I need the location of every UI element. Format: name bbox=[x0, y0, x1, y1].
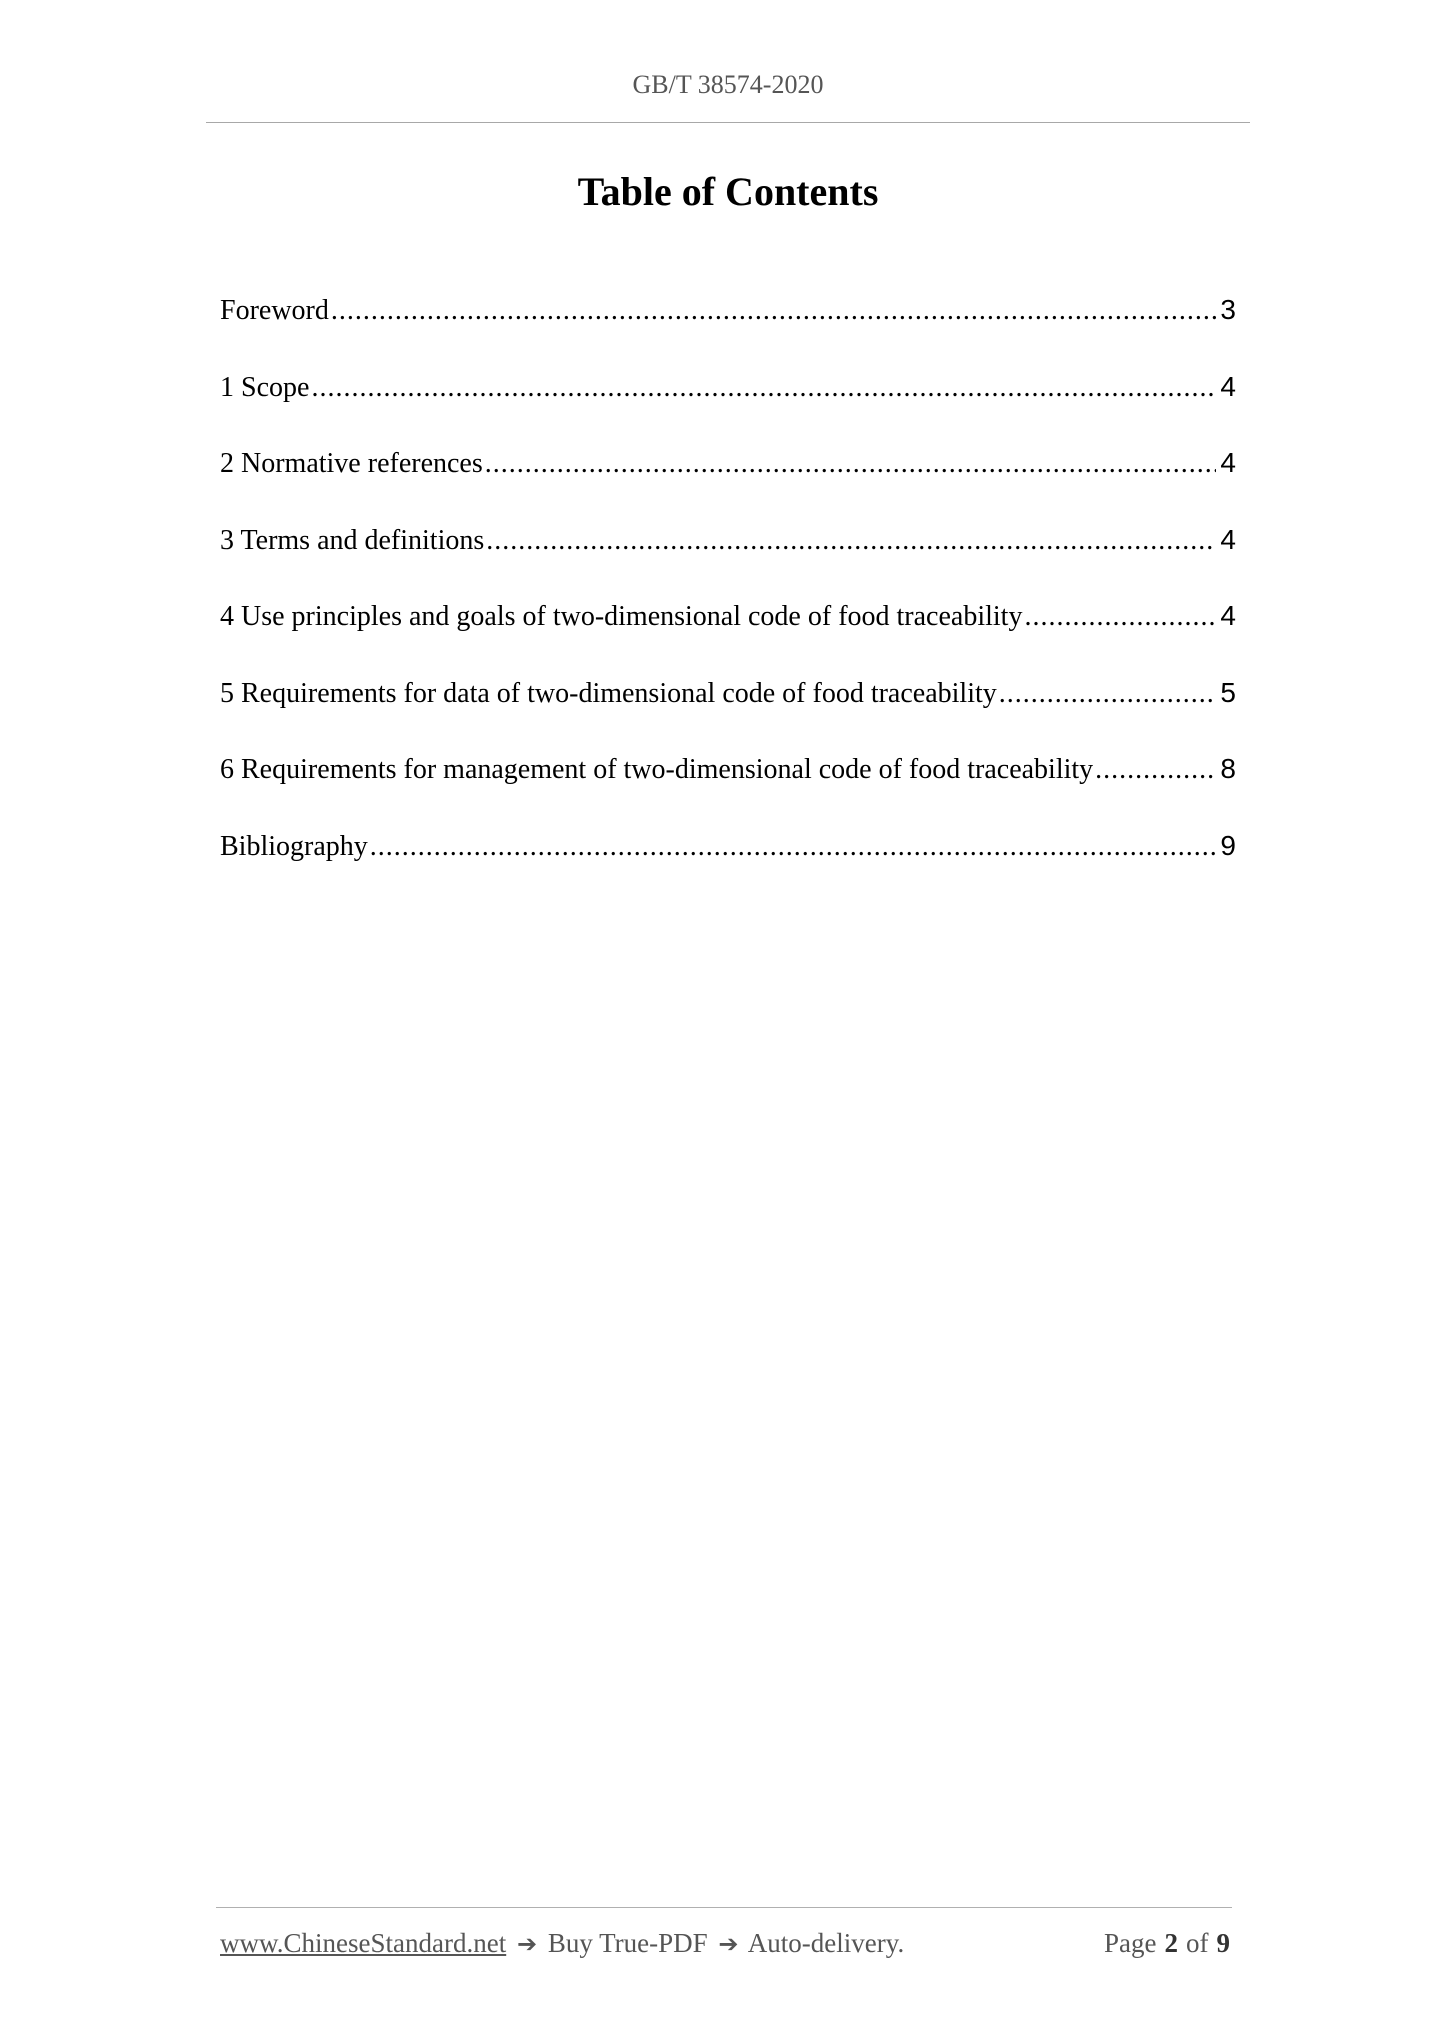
toc-entry-foreword[interactable] bbox=[220, 288, 1236, 365]
toc-leader-dots bbox=[999, 672, 1217, 716]
page-indicator bbox=[1104, 1928, 1230, 1959]
page-word: Page bbox=[1104, 1928, 1157, 1958]
footer-step-delivery: Auto-delivery. bbox=[747, 1928, 905, 1958]
toc-leader-dots bbox=[311, 366, 1216, 410]
toc-leader-dots bbox=[486, 519, 1216, 563]
footer-step-buy: Buy True-PDF bbox=[547, 1928, 708, 1958]
toc-entry-normative-references[interactable] bbox=[220, 441, 1236, 518]
toc-leader-dots bbox=[1024, 595, 1216, 639]
toc-page-number: 4 bbox=[1220, 600, 1236, 631]
toc-entry-label: 6 Requirements for management of two-dimensional code of food traceability bbox=[220, 754, 1094, 785]
website-link[interactable]: www.ChineseStandard.net bbox=[220, 1928, 507, 1958]
toc-page-number: 3 bbox=[1220, 294, 1236, 325]
footer-promo bbox=[220, 1928, 904, 1959]
toc-page-number: 4 bbox=[1220, 523, 1236, 555]
footer-divider bbox=[216, 1907, 1232, 1908]
toc-entry-label: Foreword bbox=[220, 295, 329, 326]
toc-page-number: 4 bbox=[1220, 447, 1236, 478]
toc-entry-terms-definitions[interactable] bbox=[220, 518, 1236, 595]
table-of-contents bbox=[220, 288, 1236, 900]
toc-page-number: 4 bbox=[1220, 370, 1236, 402]
toc-entry-use-principles[interactable] bbox=[220, 594, 1236, 671]
page-title: Table of Contents bbox=[577, 169, 879, 214]
toc-leader-dots bbox=[370, 825, 1217, 869]
of-word: of bbox=[1186, 1928, 1209, 1958]
total-pages-number: 9 bbox=[1216, 1928, 1230, 1958]
toc-entry-label: 4 Use principles and goals of two-dimensional code of food traceability bbox=[220, 601, 1023, 632]
toc-leader-dots bbox=[1095, 748, 1216, 792]
toc-entry-data-requirements[interactable] bbox=[220, 671, 1236, 748]
toc-entry-label: 3 Terms and definitions bbox=[220, 524, 485, 556]
current-page-number: 2 bbox=[1164, 1928, 1178, 1958]
toc-entry-label: Bibliography bbox=[220, 830, 368, 862]
toc-entry-label: 2 Normative references bbox=[220, 448, 483, 479]
arrow-right-icon: ➔ bbox=[718, 1930, 739, 1958]
running-header: GB/T 38574-2020 bbox=[632, 70, 824, 99]
toc-page-number: 8 bbox=[1220, 753, 1236, 784]
arrow-right-icon: ➔ bbox=[516, 1930, 538, 1958]
toc-entry-label: 5 Requirements for data of two-dimensional code of food traceability bbox=[220, 677, 997, 709]
toc-leader-dots bbox=[331, 289, 1217, 333]
toc-leader-dots bbox=[485, 442, 1217, 486]
header-divider bbox=[206, 122, 1250, 123]
toc-entry-bibliography[interactable] bbox=[220, 824, 1236, 901]
toc-entry-scope[interactable] bbox=[220, 365, 1236, 442]
toc-entry-management-requirements[interactable] bbox=[220, 747, 1236, 824]
toc-page-number: 5 bbox=[1220, 676, 1236, 708]
toc-page-number: 9 bbox=[1220, 829, 1236, 861]
toc-entry-label: 1 Scope bbox=[220, 371, 310, 403]
